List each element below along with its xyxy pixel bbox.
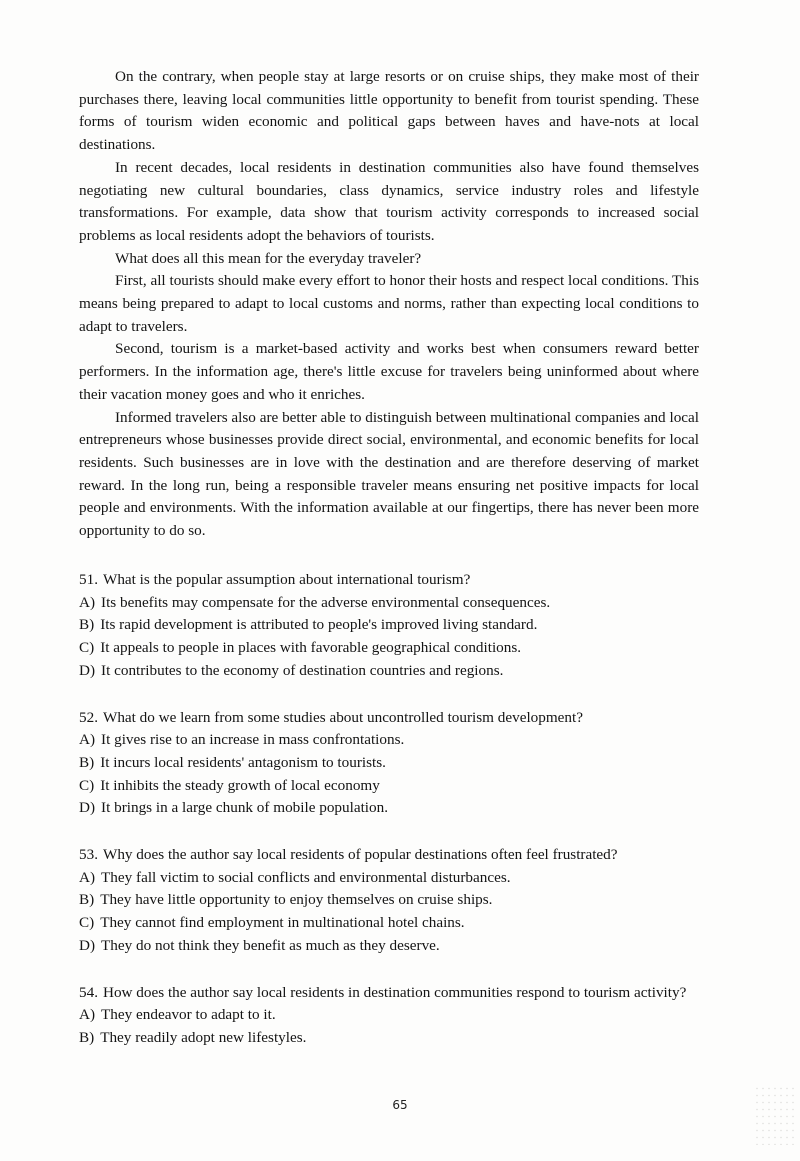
option-letter: B)	[79, 891, 95, 909]
question-number: 51.	[79, 571, 98, 588]
option-letter: D)	[79, 661, 96, 679]
passage-paragraph: Informed travelers also are better able to distinguish between multinational companies and local entrepreneurs whose businesses provide direct social, environmental, and economic benefits for local residents. Such businesses are in love with the destination and are therefore deserving of market reward. In the long run, being a responsible traveler means ensuring net positive impacts for local people and environments. With the information available at our fingertips, there has never been more opportunity to do so.	[79, 408, 699, 540]
option-c[interactable]	[79, 912, 699, 935]
option-text: They fall victim to social conflicts and environmental disturbances.	[101, 868, 511, 886]
option-a[interactable]	[79, 592, 699, 615]
question-stem	[79, 982, 699, 1005]
option-letter: A)	[79, 731, 96, 749]
option-text: It inhibits the steady growth of local economy	[100, 776, 380, 794]
question-text: Why does the author say local residents of popular destinations often feel frustrated?	[102, 846, 618, 864]
question-52	[79, 707, 699, 821]
reading-passage	[79, 66, 699, 543]
option-text: They readily adopt new lifestyles.	[100, 1028, 307, 1046]
passage-paragraph: What does all this mean for the everyday traveler?	[115, 249, 422, 267]
option-c[interactable]	[79, 637, 699, 660]
option-letter: C)	[79, 639, 95, 657]
option-a[interactable]	[79, 1004, 699, 1027]
option-text: It appeals to people in places with favorable geographical conditions.	[100, 639, 522, 657]
option-list	[79, 1004, 699, 1049]
option-letter: B)	[79, 1028, 95, 1046]
question-stem	[79, 569, 699, 592]
option-letter: C)	[79, 914, 95, 932]
question-53	[79, 844, 699, 958]
option-text: They have little opportunity to enjoy themselves on cruise ships.	[100, 891, 493, 909]
option-text: They cannot find employment in multinational hotel chains.	[100, 914, 465, 932]
option-a[interactable]	[79, 729, 699, 752]
option-a[interactable]	[79, 867, 699, 890]
option-letter: D)	[79, 936, 96, 954]
option-letter: D)	[79, 799, 96, 817]
question-number: 52.	[79, 708, 98, 726]
option-text: Its rapid development is attributed to people's improved living standard.	[100, 616, 538, 634]
option-c[interactable]	[79, 775, 699, 798]
option-d[interactable]	[79, 935, 699, 958]
option-letter: C)	[79, 776, 95, 794]
question-list	[79, 569, 699, 1074]
question-text: How does the author say local residents in destination communities respond to tourism activity?	[102, 983, 687, 1001]
passage-paragraph: Second, tourism is a market-based activity and works best when consumers reward better performers. In the information age, there's little excuse for travelers being uninformed about where their vacation money goes and who it enriches.	[79, 340, 699, 403]
option-b[interactable]	[79, 889, 699, 912]
option-b[interactable]	[79, 1027, 699, 1050]
option-letter: B)	[79, 753, 95, 771]
option-text: They do not think they benefit as much as they deserve.	[101, 936, 440, 954]
option-d[interactable]	[79, 797, 699, 820]
option-list	[79, 867, 699, 958]
option-letter: B)	[79, 616, 95, 634]
option-text: It incurs local residents' antagonism to tourists.	[100, 753, 386, 771]
question-54	[79, 982, 699, 1050]
passage-paragraph: In recent decades, local residents in destination communities also have found themselves negotiating new cultural boundaries, class dynamics, service industry roles and lifestyle transformations. For example, data show that tourism activity corresponds to increased social problems as local residents adopt the behaviors of tourists.	[79, 158, 699, 244]
option-list	[79, 592, 699, 683]
scan-noise	[754, 1085, 794, 1145]
option-text: It gives rise to an increase in mass confrontations.	[101, 731, 405, 749]
question-51	[79, 569, 699, 683]
option-text: It brings in a large chunk of mobile population.	[101, 799, 388, 817]
option-letter: A)	[79, 593, 96, 611]
question-stem	[79, 844, 699, 867]
option-text: It contributes to the economy of destination countries and regions.	[101, 661, 504, 679]
option-letter: A)	[79, 868, 96, 886]
passage-paragraph: First, all tourists should make every effort to honor their hosts and respect local conditions. This means being prepared to adapt to local customs and norms, rather than expecting local conditions to adapt to travelers.	[79, 272, 699, 335]
option-d[interactable]	[79, 660, 699, 683]
page-number: 65	[392, 1098, 408, 1112]
option-text: They endeavor to adapt to it.	[101, 1006, 276, 1024]
option-b[interactable]	[79, 614, 699, 637]
question-text: What is the popular assumption about international tourism?	[102, 571, 471, 588]
passage-paragraph: On the contrary, when people stay at large resorts or on cruise ships, they make most of their purchases there, leaving local communities little opportunity to benefit from tourist spending. These forms of tourism widen economic and political gaps between haves and have-nots at local destinations.	[79, 68, 699, 154]
question-stem	[79, 707, 699, 730]
option-b[interactable]	[79, 752, 699, 775]
question-number: 53.	[79, 846, 98, 864]
question-text: What do we learn from some studies about uncontrolled tourism development?	[102, 708, 583, 726]
option-letter: A)	[79, 1006, 96, 1024]
option-list	[79, 729, 699, 820]
option-text: Its benefits may compensate for the adverse environmental consequences.	[101, 593, 551, 611]
question-number: 54.	[79, 983, 98, 1001]
